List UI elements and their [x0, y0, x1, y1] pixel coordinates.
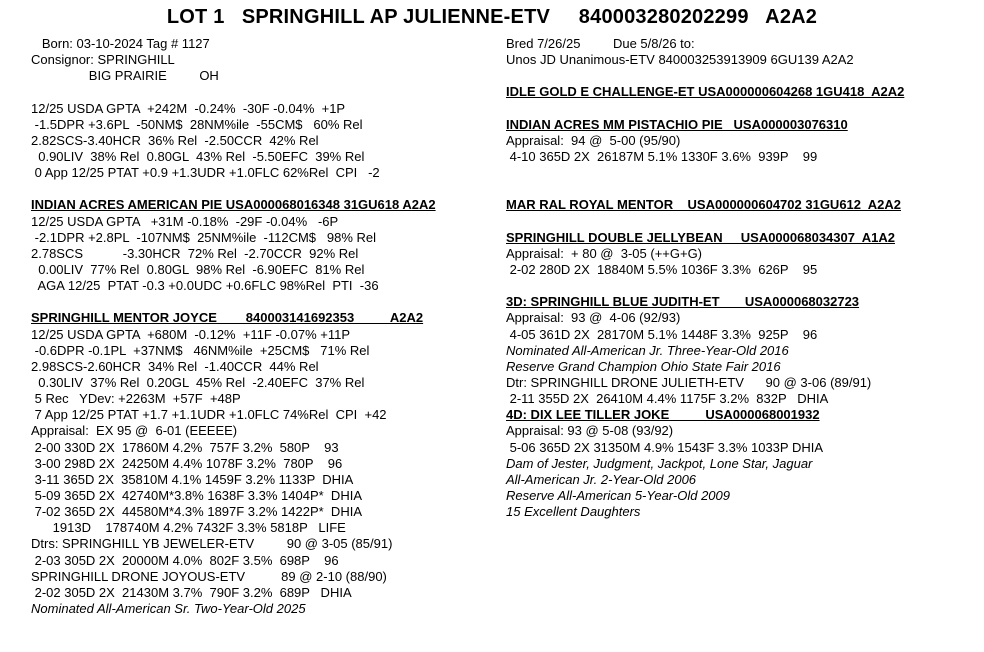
spacer-line [31, 294, 501, 310]
text-line: 2-02 305D 2X 21430M 3.7% 790F 3.2% 689P DHIA [31, 584, 352, 600]
text-line: 0.30LIV 37% Rel 0.20GL 45% Rel -2.40EFC 37% Rel [31, 374, 365, 390]
text-line: 7-02 365D 2X 44580M*4.3% 1897F 3.2% 1422P* DHIA [31, 504, 362, 520]
text-line: 2-02 280D 2X 18840M 5.5% 1036F 3.3% 626P 95 [506, 261, 818, 277]
text-line: 3-11 365D 2X 35810M 4.1% 1459F 3.2% 1133P DHIA [31, 471, 354, 487]
text-line: 5-09 365D 2X 42740M*3.8% 1638F 3.3% 1404P* DHIA [31, 487, 362, 503]
text-line: -0.6DPR -0.1PL +37NM$ 46NM%ile +25CM$ 71% Rel [31, 342, 370, 358]
text-line: 0.90LIV 38% Rel 0.80GL 43% Rel -5.50EFC 39% Rel [31, 148, 365, 164]
text-line: Born: 03-10-2024 Tag # 1127 [31, 36, 210, 51]
text-line: 4-05 361D 2X 28170M 5.1% 1448F 3.3% 925P 96 [506, 326, 818, 342]
spacer-line [506, 101, 976, 117]
text-line: 5-06 365D 2X 31350M 4.9% 1543F 3.3% 1033P DHIA [506, 439, 824, 455]
spacer-line [31, 84, 501, 100]
pedigree-heading: MAR RAL ROYAL MENTOR USA000000604702 31GU612 A2A2 [506, 197, 901, 213]
text-line: BIG PRAIRIE OH [31, 68, 219, 84]
honor-line: Nominated All-American Jr. Three-Year-Old 2016 [506, 342, 789, 358]
text-line: 3-00 298D 2X 24250M 4.4% 1078F 3.2% 780P 96 [31, 455, 343, 471]
pedigree-heading: SPRINGHILL MENTOR JOYCE 840003141692353 A2A2 [31, 310, 424, 326]
text-line: SPRINGHILL DRONE JOYOUS-ETV 89 @ 2-10 (88/90) [31, 568, 387, 584]
left-column [31, 36, 501, 617]
text-line: Bred 7/26/25 Due 5/8/26 to: [506, 36, 695, 51]
pedigree-heading: INDIAN ACRES MM PISTACHIO PIE USA000003076310 [506, 116, 848, 132]
spacer-line [506, 181, 976, 197]
text-line: 2.82SCS-3.40HCR 36% Rel -2.50CCR 42% Rel [31, 132, 319, 148]
pedigree-heading: 3D: SPRINGHILL BLUE JUDITH-ET USA000068032723 [506, 294, 860, 310]
text-line: 2.98SCS-2.60HCR 34% Rel -1.40CCR 44% Rel [31, 358, 319, 374]
text-line: 1913D 178740M 4.2% 7432F 3.3% 5818P LIFE [31, 520, 346, 536]
text-line: -2.1DPR +2.8PL -107NM$ 25NM%ile -112CM$ 98% Rel [31, 229, 377, 245]
text-line: Appraisal: EX 95 @ 6-01 (EEEEE) [31, 423, 238, 439]
text-line: 0.00LIV 77% Rel 0.80GL 98% Rel -6.90EFC 81% Rel [31, 261, 365, 277]
pedigree-heading: 4D: DIX LEE TILLER JOKE USA000068001932 [506, 407, 820, 423]
spacer-line [506, 278, 976, 294]
text-line: 0 App 12/25 PTAT +0.9 +1.3UDR +1.0FLC 62%Rel CPI -2 [31, 165, 380, 181]
text-line: 2-00 330D 2X 17860M 4.2% 757F 3.2% 580P 93 [31, 439, 339, 455]
text-line: 4-10 365D 2X 26187M 5.1% 1330F 3.6% 939P 99 [506, 148, 818, 164]
text-line: Consignor: SPRINGHILL [31, 52, 175, 68]
honor-line: Reserve All-American 5-Year-Old 2009 [506, 487, 730, 503]
honor-line: 15 Excellent Daughters [506, 504, 641, 520]
text-line: 5 Rec YDev: +2263M +57F +48P [31, 391, 241, 407]
spacer-line [506, 165, 976, 181]
text-line: Dtrs: SPRINGHILL YB JEWELER-ETV 90 @ 3-05 (85/91) [31, 536, 393, 552]
text-line: 12/25 USDA GPTA +31M -0.18% -29F -0.04% -6P [31, 213, 339, 229]
spacer-line [506, 214, 976, 230]
text-line: -1.5DPR +3.6PL -50NM$ 28NM%ile -55CM$ 60% Rel [31, 116, 363, 132]
text-line: Appraisal: + 80 @ 3-05 (++G+G) [506, 245, 703, 261]
right-column [506, 36, 976, 520]
honor-line: Reserve Grand Champion Ohio State Fair 2016 [506, 358, 781, 374]
text-line: Dtr: SPRINGHILL DRONE JULIETH-ETV 90 @ 3-06 (89/91) [506, 374, 872, 390]
text-line: 12/25 USDA GPTA +242M -0.24% -30F -0.04% +1P [31, 100, 346, 116]
pedigree-heading: INDIAN ACRES AMERICAN PIE USA000068016348 31GU618 A2A2 [31, 197, 436, 213]
text-line: 12/25 USDA GPTA +680M -0.12% +11F -0.07% +11P [31, 326, 351, 342]
honor-line: Dam of Jester, Judgment, Jackpot, Lone Star, Jaguar [506, 455, 813, 471]
text-line: Appraisal: 93 @ 5-08 (93/92) [506, 423, 674, 439]
text-line: Unos JD Unanimous-ETV 840003253913909 6GU139 A2A2 [506, 52, 854, 68]
lot-title: LOT 1 SPRINGHILL AP JULIENNE-ETV 840003280202299 A2A2 [166, 6, 818, 28]
text-line: 2-11 355D 2X 26410M 4.4% 1175F 3.2% 832P DHIA [506, 391, 829, 407]
pedigree-heading: IDLE GOLD E CHALLENGE-ET USA000000604268 1GU418 A2A2 [506, 84, 905, 100]
text-line: 7 App 12/25 PTAT +1.7 +1.1UDR +1.0FLC 74%Rel CPI +42 [31, 407, 387, 423]
text-line: AGA 12/25 PTAT -0.3 +0.0UDC +0.6FLC 98%Rel PTI -36 [31, 278, 379, 294]
honor-line: Nominated All-American Sr. Two-Year-Old 2025 [31, 600, 306, 616]
spacer-line [506, 68, 976, 84]
spacer-line [31, 181, 501, 197]
text-line: 2.78SCS -3.30HCR 72% Rel -2.70CCR 92% Rel [31, 245, 359, 261]
pedigree-heading: SPRINGHILL DOUBLE JELLYBEAN USA000068034307 A1A2 [506, 229, 895, 245]
text-line: 2-03 305D 2X 20000M 4.0% 802F 3.5% 698P 96 [31, 552, 339, 568]
text-line: Appraisal: 94 @ 5-00 (95/90) [506, 132, 681, 148]
honor-line: All-American Jr. 2-Year-Old 2006 [506, 471, 697, 487]
text-line: Appraisal: 93 @ 4-06 (92/93) [506, 310, 681, 326]
